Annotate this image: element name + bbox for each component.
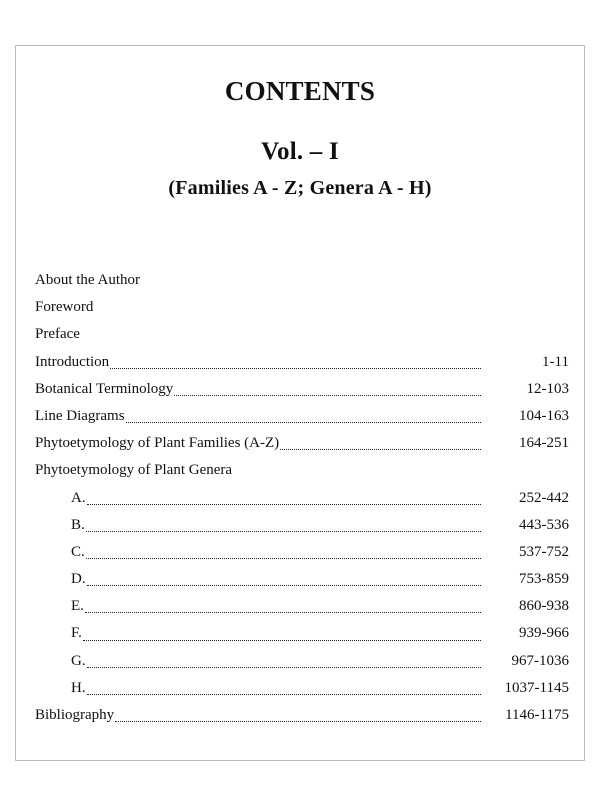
toc-entry-label: C. bbox=[71, 543, 85, 560]
toc-leader-dots bbox=[174, 394, 481, 396]
toc-entry-label: Foreword bbox=[35, 299, 94, 316]
toc-entry bbox=[0, 703, 600, 730]
toc-entry-pages: 1-11 bbox=[542, 353, 569, 370]
toc-leader-dots bbox=[280, 448, 481, 450]
toc-entry bbox=[0, 594, 600, 621]
volume-subtitle: (Families A - Z; Genera A - H) bbox=[168, 177, 432, 199]
toc-leader-dots bbox=[87, 503, 481, 505]
toc-entry bbox=[0, 377, 600, 404]
toc-entry-label: D. bbox=[71, 571, 86, 588]
toc-entry bbox=[0, 649, 600, 676]
toc-leader-dots bbox=[83, 639, 481, 641]
toc-entry-pages: 164-251 bbox=[519, 435, 569, 452]
toc-entry-label: A. bbox=[71, 489, 86, 506]
toc-leader-dots bbox=[85, 611, 481, 613]
toc-entry bbox=[0, 350, 600, 377]
toc-entry-label: Preface bbox=[35, 326, 80, 343]
toc-entry-label: G. bbox=[71, 652, 86, 669]
toc-entry-pages: 104-163 bbox=[519, 407, 569, 424]
toc-entry-pages: 860-938 bbox=[519, 598, 569, 615]
toc-leader-dots bbox=[86, 557, 481, 559]
toc-entry-label: Introduction bbox=[35, 353, 110, 370]
toc-entry bbox=[0, 295, 600, 322]
toc-leader-dots bbox=[87, 693, 481, 695]
toc-entry-label: E. bbox=[71, 598, 84, 615]
toc-entry-pages: 12-103 bbox=[526, 380, 569, 397]
toc-entry-label: About the Author bbox=[35, 272, 140, 288]
toc-entry bbox=[0, 676, 600, 703]
toc-leader-dots bbox=[87, 666, 481, 668]
toc-entry-pages: 939-966 bbox=[519, 625, 569, 642]
toc-entry bbox=[0, 458, 600, 485]
volume-title: Vol. – I bbox=[261, 138, 339, 165]
toc-entry-pages: 1146-1175 bbox=[505, 707, 569, 723]
toc-leader-dots bbox=[115, 720, 481, 722]
toc-entry-pages: 753-859 bbox=[519, 571, 569, 588]
toc-leader-dots bbox=[87, 584, 481, 586]
toc-entry-pages: 443-536 bbox=[519, 516, 569, 533]
toc-entry-pages: 537-752 bbox=[519, 543, 569, 560]
toc-entry-label: Phytoetymology of Plant Genera bbox=[35, 462, 233, 479]
toc-entry-label: Bibliography bbox=[35, 707, 115, 723]
toc-entry-pages: 967-1036 bbox=[511, 652, 569, 669]
toc-entry bbox=[0, 431, 600, 458]
toc-leader-dots bbox=[86, 530, 481, 532]
toc-entry-pages: 252-442 bbox=[519, 489, 569, 506]
toc-entry-label: Botanical Terminology bbox=[35, 380, 174, 397]
toc-entry-label: B. bbox=[71, 516, 85, 533]
toc-entry bbox=[0, 513, 600, 540]
toc-entry-label: H. bbox=[71, 679, 86, 696]
toc-leader-dots bbox=[110, 367, 481, 369]
table-of-contents bbox=[0, 268, 600, 730]
toc-entry-label: Line Diagrams bbox=[35, 407, 125, 424]
toc-entry bbox=[0, 621, 600, 648]
toc-entry bbox=[0, 268, 600, 295]
toc-entry-label: Phytoetymology of Plant Families (A-Z) bbox=[35, 435, 280, 452]
toc-entry-label: F. bbox=[71, 625, 82, 642]
toc-entry bbox=[0, 486, 600, 513]
toc-entry bbox=[0, 322, 600, 349]
toc-leader-dots bbox=[126, 421, 481, 423]
toc-entry-pages: 1037-1145 bbox=[504, 679, 569, 696]
toc-entry bbox=[0, 540, 600, 567]
toc-entry bbox=[0, 567, 600, 594]
contents-title: CONTENTS bbox=[224, 76, 376, 106]
toc-entry bbox=[0, 404, 600, 431]
